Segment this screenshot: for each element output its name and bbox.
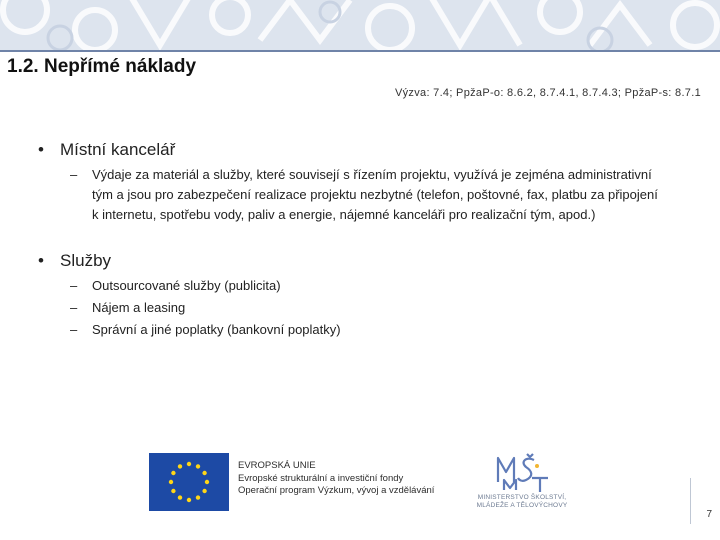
sub-item: [70, 320, 662, 340]
bullet-mistni-kancelar: [38, 140, 175, 160]
sub-item: [70, 276, 662, 296]
bullet-sluzby: [38, 251, 111, 271]
sub-item-text: Správní a jiné poplatky (bankovní poplatky): [92, 322, 341, 337]
sub-item-text: Nájem a leasing: [92, 300, 186, 315]
msmt-line: MINISTERSTVO ŠKOLSTVÍ,: [477, 494, 567, 501]
eu-flag-logo: [149, 453, 229, 511]
eu-line: Evropské strukturální a investiční fondy: [238, 472, 404, 484]
msmt-logo-text: [470, 494, 574, 510]
eu-logo-text: [238, 460, 434, 498]
eu-line: Operační program Výzkum, vývoj a vzdělávání: [238, 485, 435, 496]
msmt-mark-icon: [470, 452, 574, 494]
slide-title: 1.2. Nepřímé náklady: [7, 56, 197, 77]
dash-marker: –: [70, 322, 78, 337]
bullet-label: Místní kancelář: [60, 140, 176, 159]
eu-stars-icon: [149, 453, 229, 511]
page-number: 7: [706, 509, 712, 520]
banner-divider: [0, 50, 720, 52]
sub-item: [70, 165, 662, 225]
sub-item-text: Výdaje za materiál a služby, které souvisejí s řízením projektu, využívá je zejména administrativní tým a jsou pro zabezpečení realizace projektu nezbytné (telefon, poštovné, fax, platbu za připojení k internetu, spotřebu vody, paliv a energie, nájemné kanceláři pro realizační tým, apod.): [92, 167, 658, 222]
dash-marker: –: [70, 278, 78, 293]
eu-line: EVROPSKÁ UNIE: [238, 460, 316, 471]
banner-pattern: [0, 0, 720, 50]
page-number-divider: [690, 478, 691, 524]
bullet-marker: •: [38, 140, 44, 159]
sub-item: [70, 298, 662, 318]
dash-marker: –: [70, 300, 78, 315]
msmt-line: MLÁDEŽE A TĚLOVÝCHOVY: [476, 502, 568, 509]
dash-marker: –: [70, 167, 78, 182]
sub-item-text: Outsourcované služby (publicita): [92, 278, 281, 293]
header-banner: [0, 0, 720, 50]
reference-note: Výzva: 7.4; PpžaP-o: 8.6.2, 8.7.4.1, 8.7.4.3; PpžaP-s: 8.7.1: [394, 87, 701, 99]
bullet-marker: •: [38, 251, 44, 270]
bullet-label: Služby: [60, 251, 112, 270]
